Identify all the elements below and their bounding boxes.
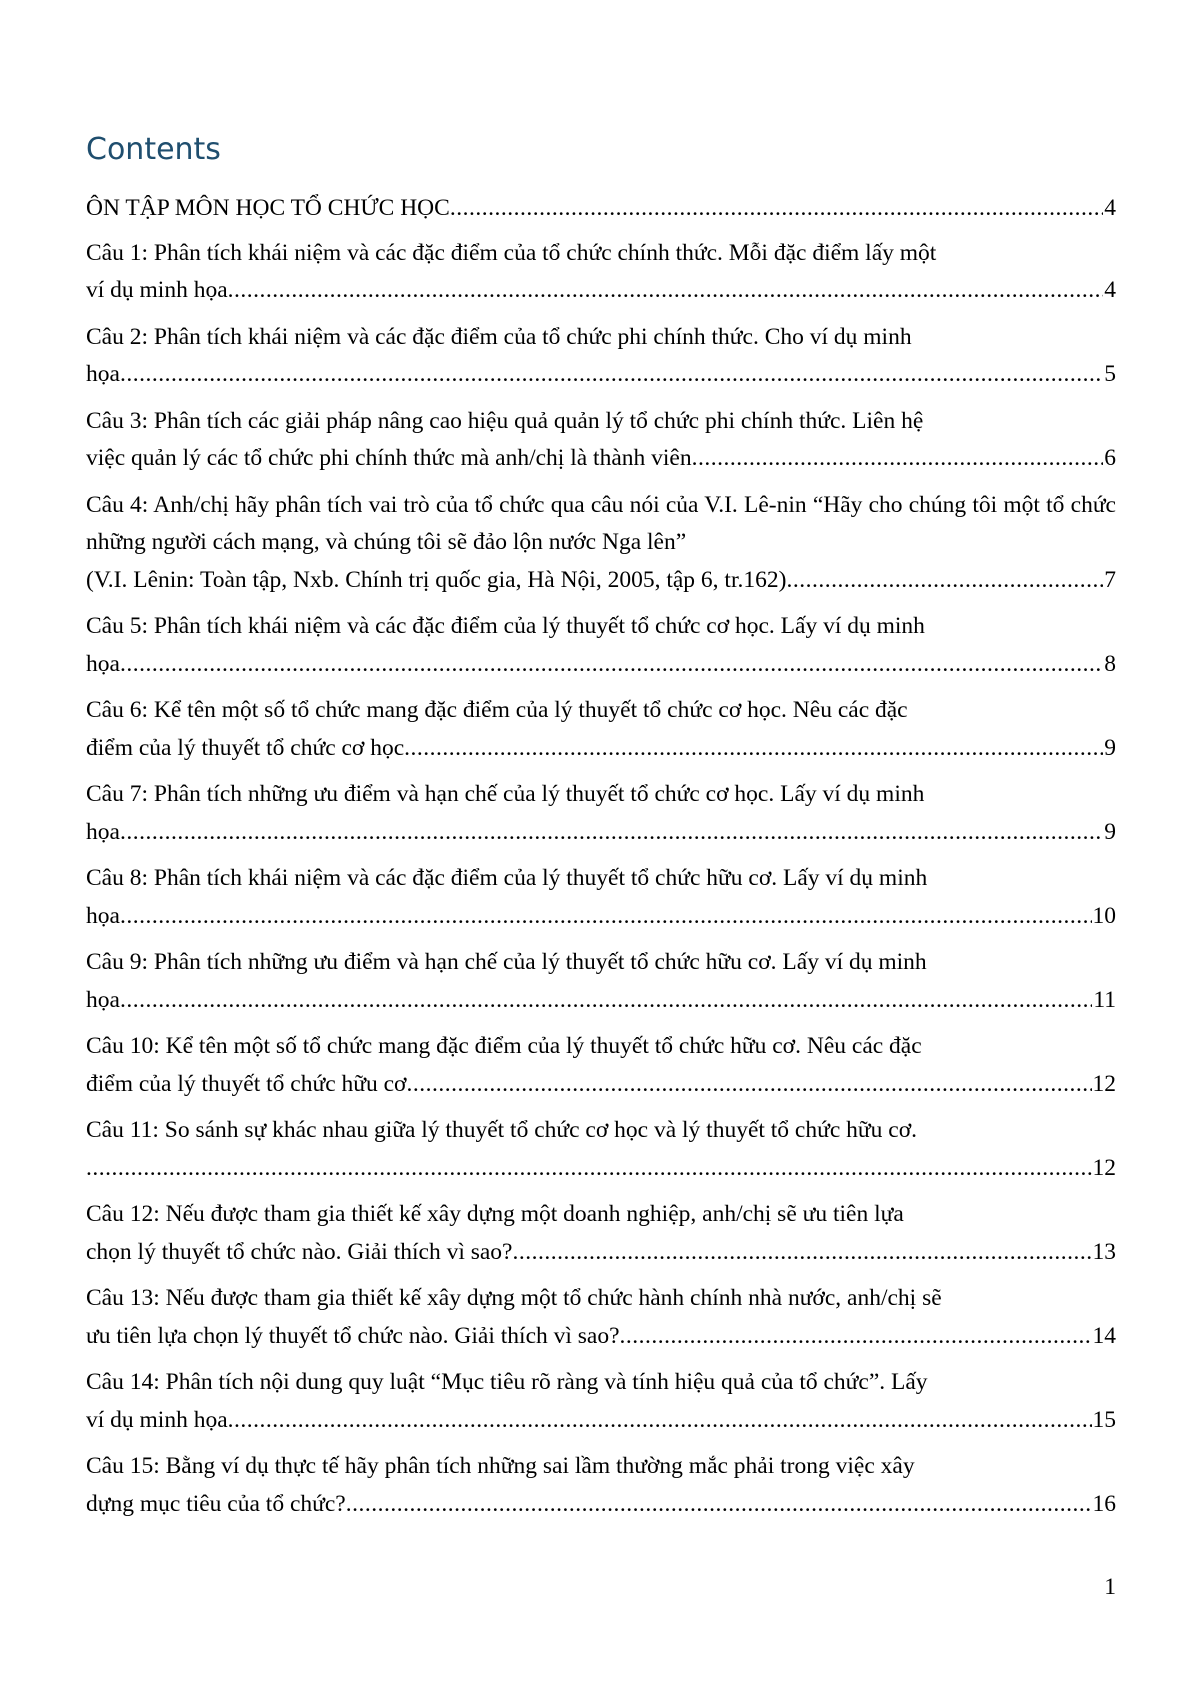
toc-entry-cau-10[interactable] (86, 1028, 1116, 1103)
toc-entry-cau-2[interactable] (86, 319, 1116, 394)
toc-entry-text: Câu 15: Bằng ví dụ thực tế hãy phân tích những sai lầm thường mắc phải trong việc xây (86, 1453, 915, 1479)
toc-page-number: 13 (1092, 1238, 1116, 1265)
toc-entry-title: chọn lý thuyết tổ chức nào. Giải thích vì sao? (86, 1238, 513, 1265)
toc-entry-cau-9[interactable] (86, 944, 1116, 1019)
toc-entry-title: ví dụ minh họa (86, 1406, 228, 1433)
toc-page-number: 12 (1092, 1070, 1116, 1097)
toc-entry-last-line (86, 272, 1116, 310)
toc-entry-title: họa (86, 902, 120, 929)
toc-entry-title: họa (86, 986, 120, 1013)
toc-entry-text: Câu 11: So sánh sự khác nhau giữa lý thuyết tổ chức cơ học và lý thuyết tổ chức hữu cơ. (86, 1117, 918, 1143)
dot-leader (404, 730, 1103, 768)
dot-leader (228, 272, 1104, 310)
dot-leader (228, 1402, 1092, 1440)
toc-entry-text: Câu 6: Kể tên một số tổ chức mang đặc điểm của lý thuyết tổ chức cơ học. Nêu các đặc (86, 697, 908, 723)
toc-entry-last-line (86, 1486, 1116, 1524)
toc-entry-last-line (86, 190, 1116, 228)
toc-entry-title: họa (86, 361, 120, 387)
dot-leader (120, 982, 1092, 1020)
toc-entry-cau-8[interactable] (86, 860, 1116, 935)
toc-page-number: 5 (1104, 361, 1116, 387)
toc-page-number: 12 (1092, 1154, 1116, 1181)
toc-entry-last-line (86, 898, 1116, 936)
toc-entry-text: Câu 3: Phân tích các giải pháp nâng cao hiệu quả quản lý tổ chức phi chính thức. Liên hệ (86, 407, 924, 434)
toc-entry-text: Câu 13: Nếu được tham gia thiết kế xây dựng một tổ chức hành chính nhà nước, anh/chị sẽ (86, 1285, 942, 1311)
toc-page-number: 6 (1104, 445, 1116, 471)
toc-entry-text: Câu 5: Phân tích khái niệm và các đặc điểm của lý thuyết tổ chức cơ học. Lấy ví dụ minh (86, 613, 925, 639)
toc-page-number: 8 (1104, 650, 1116, 677)
toc-entry-text: Câu 12: Nếu được tham gia thiết kế xây dựng một doanh nghiệp, anh/chị sẽ ưu tiên lựa (86, 1201, 904, 1227)
toc-entry-last-line (86, 1234, 1116, 1272)
toc-entry-last-line (86, 1150, 1116, 1188)
dot-leader (86, 1150, 1092, 1188)
toc-entry-title: điểm của lý thuyết tổ chức hữu cơ (86, 1070, 407, 1097)
toc-entry-text: Câu 7: Phân tích những ưu điểm và hạn chế của lý thuyết tổ chức cơ học. Lấy ví dụ minh (86, 781, 925, 807)
dot-leader (513, 1234, 1092, 1272)
toc-entry-title: họa (86, 650, 120, 677)
toc-entry-title: ưu tiên lựa chọn lý thuyết tổ chức nào. Giải thích vì sao? (86, 1322, 620, 1349)
toc-entry-cau-4[interactable] (86, 487, 1116, 600)
toc-entry-cau-14[interactable] (86, 1364, 1116, 1439)
toc-page-number: 15 (1092, 1406, 1116, 1433)
toc-entry-cau-12[interactable] (86, 1196, 1116, 1271)
dot-leader (346, 1486, 1092, 1524)
toc-entry-title: điểm của lý thuyết tổ chức cơ học (86, 734, 405, 761)
toc-page-number: 9 (1104, 734, 1116, 761)
toc-page-number: 7 (1104, 566, 1116, 593)
toc-page-number: 4 (1104, 277, 1116, 303)
dot-leader (450, 190, 1103, 228)
toc-entry-title: họa (86, 818, 120, 845)
toc-entry-last-line (86, 730, 1116, 768)
toc-entry-title: việc quản lý các tổ chức phi chính thức mà anh/chị là thành viên (86, 445, 692, 471)
toc-entry-cau-13[interactable] (86, 1280, 1116, 1355)
toc-entry-cau-3[interactable] (86, 403, 1116, 478)
toc-entry-cau-5[interactable] (86, 608, 1116, 683)
toc-entry-text: Câu 2: Phân tích khái niệm và các đặc điểm của tổ chức phi chính thức. Cho ví dụ minh (86, 323, 912, 350)
toc-entry-cau-7[interactable] (86, 776, 1116, 851)
dot-leader (620, 1318, 1092, 1356)
toc-page-number: 11 (1093, 986, 1116, 1013)
dot-leader (120, 898, 1092, 936)
toc-entry-last-line (86, 1402, 1116, 1440)
toc-page-number: 14 (1092, 1322, 1116, 1349)
toc-page-number: 4 (1104, 195, 1116, 221)
toc-entry-cau-15[interactable] (86, 1448, 1116, 1523)
toc-entry-cau-11[interactable] (86, 1112, 1116, 1187)
toc-entry-text: Câu 8: Phân tích khái niệm và các đặc điểm của lý thuyết tổ chức hữu cơ. Lấy ví dụ minh (86, 865, 928, 891)
toc-list (86, 190, 1116, 1532)
toc-entry-last-line (86, 1066, 1116, 1104)
toc-page-number: 16 (1092, 1490, 1116, 1517)
toc-entry-last-line (86, 982, 1116, 1020)
toc-entry-text: Câu 10: Kể tên một số tổ chức mang đặc điểm của lý thuyết tổ chức hữu cơ. Nêu các đặc (86, 1033, 922, 1059)
toc-entry-title: (V.I. Lênin: Toàn tập, Nxb. Chính trị quốc gia, Hà Nội, 2005, tập 6, tr.162) (86, 566, 787, 593)
toc-entry-text: Câu 1: Phân tích khái niệm và các đặc điểm của tổ chức chính thức. Mỗi đặc điểm lấy một (86, 239, 937, 266)
toc-entry-text: Câu 14: Phân tích nội dung quy luật “Mục tiêu rõ ràng và tính hiệu quả của tổ chức”. Lấy (86, 1369, 928, 1395)
toc-page-number: 9 (1104, 818, 1116, 845)
toc-entry-last-line (86, 562, 1116, 600)
toc-entry-last-line (86, 440, 1116, 478)
toc-entry-cau-6[interactable] (86, 692, 1116, 767)
toc-entry-last-line (86, 814, 1116, 852)
page-number: 1 (1104, 1574, 1116, 1600)
toc-entry-last-line (86, 1318, 1116, 1356)
toc-entry-last-line (86, 356, 1116, 394)
toc-entry-title: ÔN TẬP MÔN HỌC TỔ CHỨC HỌC (86, 195, 450, 221)
toc-heading: Contents (86, 132, 221, 167)
dot-leader (120, 814, 1103, 852)
toc-entry-cau-1[interactable] (86, 235, 1116, 310)
dot-leader (120, 646, 1103, 684)
dot-leader (786, 562, 1103, 600)
dot-leader (120, 356, 1103, 394)
dot-leader (406, 1066, 1091, 1104)
toc-page-number: 10 (1092, 902, 1116, 929)
toc-entry-title: dựng mục tiêu của tổ chức? (86, 1490, 346, 1517)
toc-entry-last-line (86, 646, 1116, 684)
toc-entry-title: ví dụ minh họa (86, 277, 228, 303)
dot-leader (692, 440, 1104, 478)
toc-entry-text: Câu 4: Anh/chị hãy phân tích vai trò của tổ chức qua câu nói của V.I. Lê-nin “Hãy cho chúng tôi một tổ chức những người cách mạng, và chúng tôi sẽ đảo lộn nước Nga lên” (86, 491, 1116, 555)
toc-entry-text: Câu 9: Phân tích những ưu điểm và hạn chế của lý thuyết tổ chức hữu cơ. Lấy ví dụ minh (86, 949, 927, 975)
toc-entry-overview[interactable] (86, 190, 1116, 228)
